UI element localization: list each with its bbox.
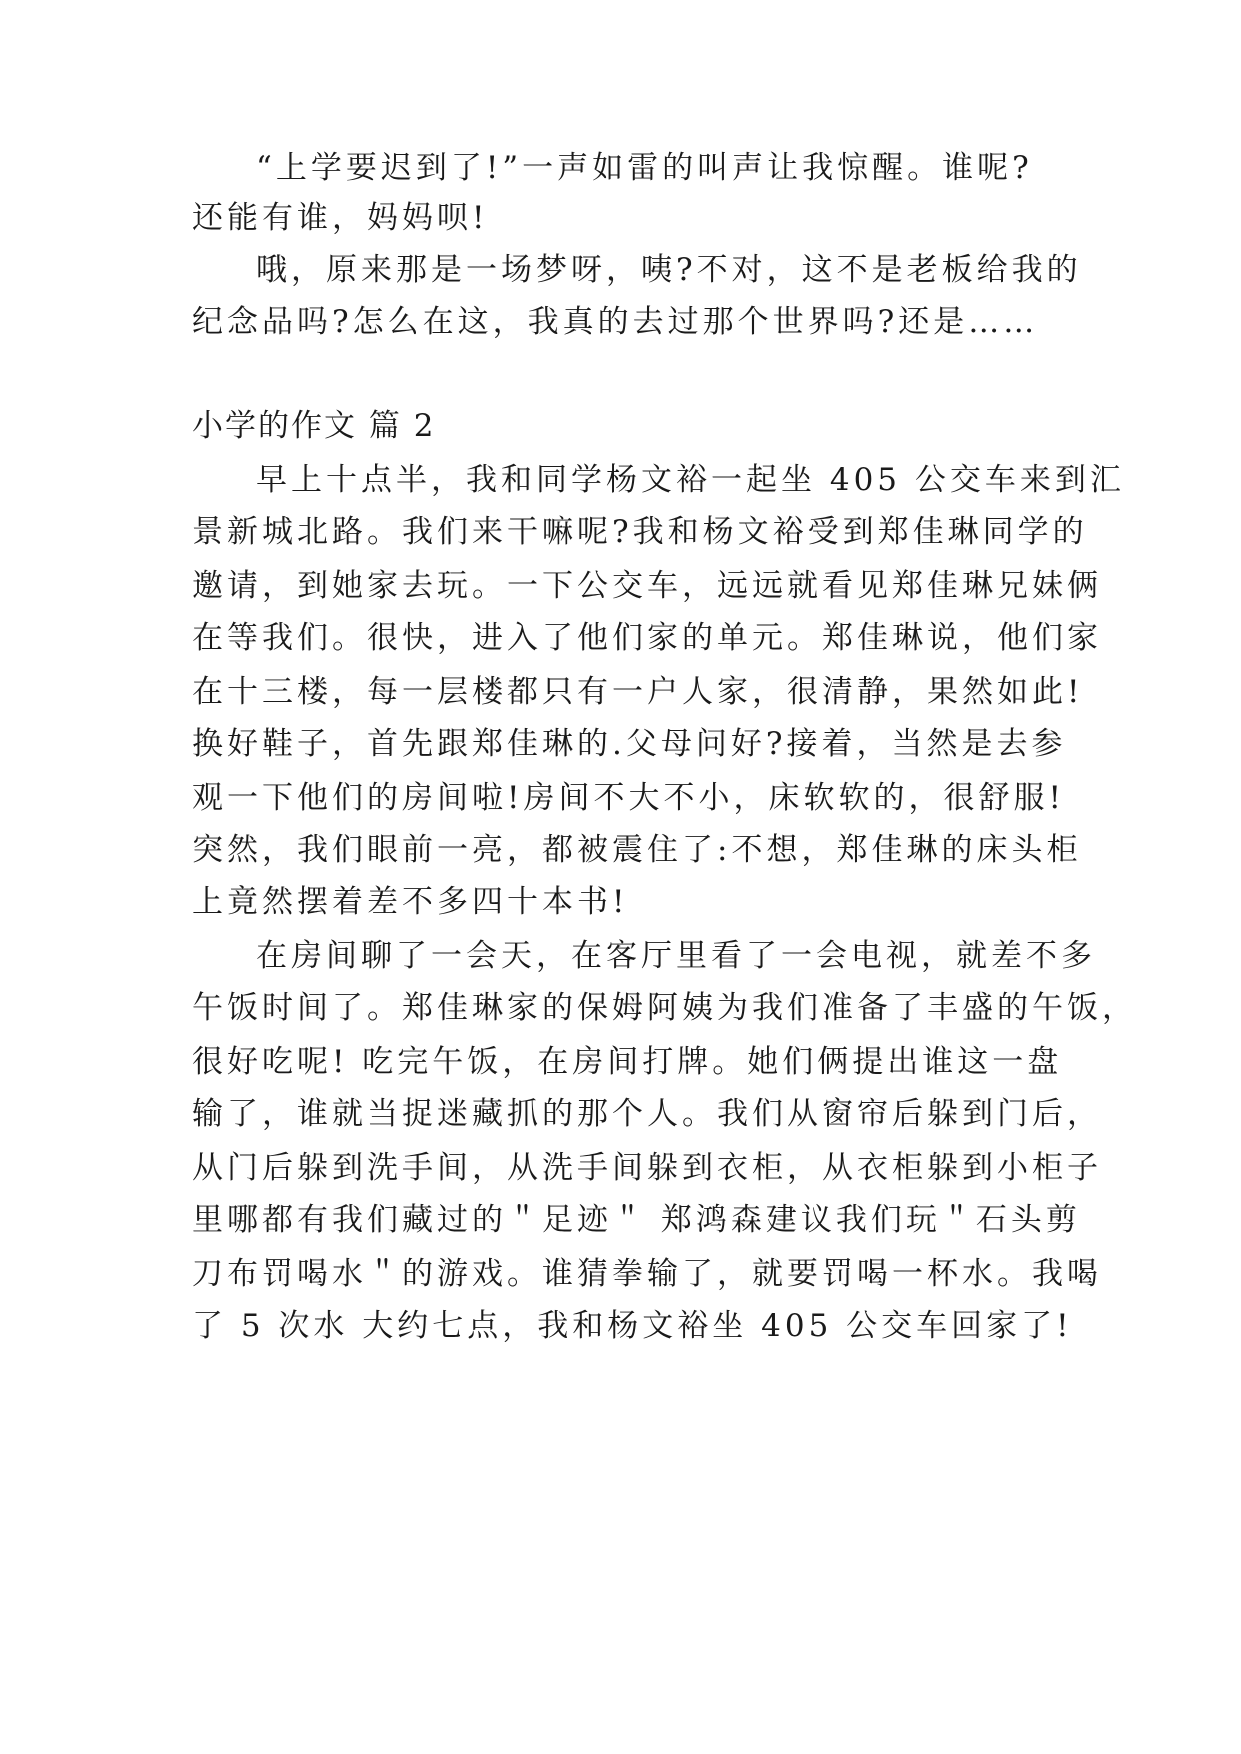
- text-line: 刀布罚喝水＂的游戏。谁猜拳输了，就要罚喝一杯水。我喝: [192, 1256, 1102, 1292]
- text-line: 观一下他们的房间啦!房间不大不小，床软软的，很舒服!: [192, 780, 1065, 816]
- text-line: 在房间聊了一会天，在客厅里看了一会电视，就差不多: [256, 938, 1096, 974]
- section-heading: 小学的作文 篇 2: [192, 408, 436, 444]
- text-line: 午饭时间了。郑佳琳家的保姆阿姨为我们准备了丰盛的午饭，: [192, 990, 1137, 1026]
- text-line: 纪念品吗?怎么在这，我真的去过那个世界吗?还是……: [192, 304, 1039, 340]
- text-line: 换好鞋子，首先跟郑佳琳的.父母问好?接着，当然是去参: [192, 726, 1067, 762]
- text-line: 从门后躲到洗手间，从洗手间躲到衣柜，从衣柜躲到小柜子: [192, 1150, 1102, 1186]
- text-line: 在等我们。很快，进入了他们家的单元。郑佳琳说，他们家: [192, 620, 1102, 656]
- text-line: 在十三楼，每一层楼都只有一户人家，很清静，果然如此!: [192, 674, 1084, 710]
- text-line: 景新城北路。我们来干嘛呢?我和杨文裕受到郑佳琳同学的: [192, 514, 1088, 550]
- text-line: 还能有谁，妈妈呗!: [192, 200, 489, 236]
- text-line: 了 5 次水 大约七点，我和杨文裕坐 405 公交车回家了!: [192, 1308, 1073, 1344]
- text-line: 上竟然摆着差不多四十本书!: [192, 884, 629, 920]
- text-line: 早上十点半，我和同学杨文裕一起坐 405 公交车来到汇: [256, 462, 1125, 498]
- text-line: 里哪都有我们藏过的＂足迹＂ 郑鸿森建议我们玩＂石头剪: [192, 1202, 1081, 1238]
- text-line: 很好吃呢! 吃完午饭，在房间打牌。她们俩提出谁这一盘: [192, 1044, 1063, 1080]
- text-line: “上学要迟到了!”一声如雷的叫声让我惊醒。谁呢?: [256, 150, 1033, 186]
- text-line: 哦，原来那是一场梦呀，咦?不对，这不是老板给我的: [256, 252, 1082, 288]
- text-line: 邀请，到她家去玩。一下公交车，远远就看见郑佳琳兄妹俩: [192, 568, 1102, 604]
- text-line: 输了，谁就当捉迷藏抓的那个人。我们从窗帘后躲到门后，: [192, 1096, 1102, 1132]
- text-line: 突然，我们眼前一亮，都被震住了:不想，郑佳琳的床头柜: [192, 832, 1082, 868]
